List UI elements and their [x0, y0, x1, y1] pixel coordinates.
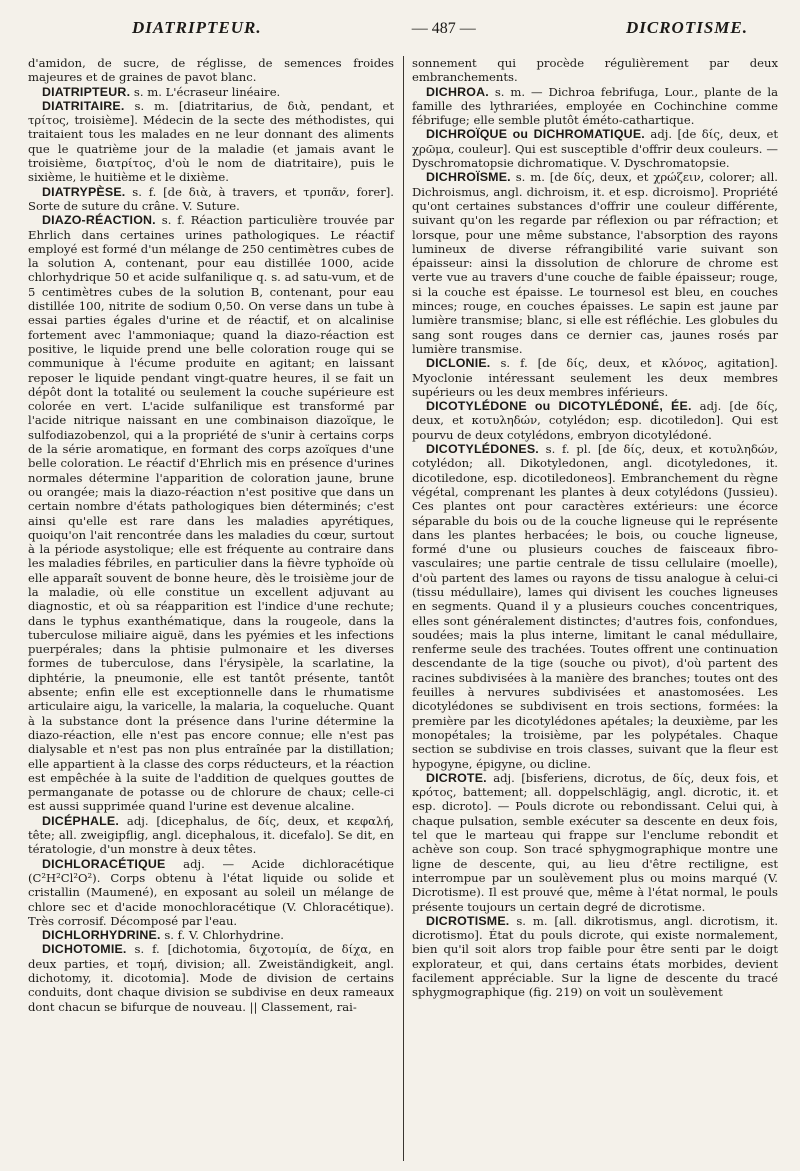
entry-headword: DICROTISME.: [426, 913, 510, 928]
dictionary-entry: [412, 85, 778, 128]
page-number: — 487 —: [411, 20, 476, 37]
entry-definition: s. m. [diatritarius, de διὰ, pendant, et τρίτος, troisième]. Médecin de la secte des méthodistes, qui traitaient tous les malades en ne leur donnant des aliments que le quatrième jour de la maladie (et jamais avant le troisième, διατρίτος, d'où le nom de diatritaire), puis le sixième, le huitième et le dixième.: [28, 98, 394, 185]
dictionary-entry: [28, 213, 394, 813]
entry-headword: DICHROÏQUE ou DICHROMATIQUE.: [426, 127, 645, 142]
entry-headword: DICHOTOMIE.: [42, 942, 127, 957]
entry-headword: DICROTE.: [426, 770, 487, 785]
entry-headword: DIATRYPÈSE.: [42, 184, 126, 199]
entry-headword: DICHROÏSME.: [426, 170, 511, 185]
dictionary-entry: [412, 399, 778, 442]
entry-headword: DICHLORHYDRINE.: [42, 928, 161, 943]
entry-headword: DICHLORACÉTIQUE: [42, 856, 166, 871]
dictionary-entry: [28, 814, 394, 857]
entry-definition: s. f. [dichotomia, διχοτομία, de δίχα, en deux parties, et τομή, division; all. Zweiständigkeit, angl. dichotomy, it. dicotomia]. Mode de division de certains conduits, dont chaque division se subdivise en deux rameaux dont chacun se bifurque de nouveau. || Classement, rai-: [28, 942, 394, 1014]
entry-headword: DICOTYLÉDONES.: [426, 442, 539, 457]
entry-definition: d'amidon, de sucre, de réglisse, de semences froides majeures et de graines de pavot blanc.: [28, 56, 394, 85]
header-left-word: DIATRIPTEUR.: [132, 18, 262, 37]
entry-definition: s. m. [de δίς, deux, et χρώζειν, colorer; all. Dichroismus, angl. dichroism, it. et esp. dicroismo]. Propriété qu'ont certaines substances d'offrir une couleur différente, suivant qu'on les regarde par réflexion ou par réfraction; et lorsque, pour une même substance, l'absorption des rayons lumineux de diverse réfrangibilité varie suivant son épaisseur: ainsi la dissolution de chlorure de chrome est verte vue au travers d'une couche de faible épaisseur; rouge, si la couche est épaisse. Le tournesol est bleu, en couches minces; rouge, en couches épaisses. Le sapin est jaune par lumière transmise; blanc, si elle est réfléchie. Les globules du sang sont rouges dans ce dernier cas, jaunes rosés par lumière transmise.: [412, 170, 778, 356]
entry-definition: s. m. — Dichroa febrifuga, Lour., plante de la famille des lythrariées, employée en Cochinchine comme fébrifuge; elle semble plutôt éméto-cathartique.: [412, 84, 778, 128]
entry-headword: DIATRIPTEUR.: [42, 84, 131, 99]
entry-definition: s. f. [de διὰ, à travers, et τρυπᾶν, forer]. Sorte de suture du crâne. V. Suture.: [28, 184, 394, 213]
entry-headword: DICLONIE.: [426, 356, 491, 371]
entry-definition: s. m. L'écraseur linéaire.: [130, 84, 281, 99]
entry-definition: adj. [bisferiens, dicrotus, de δίς, deux fois, et κρότος, battement; all. doppelschlägig, angl. dicrotic, it. et esp. dicroto]. — Pouls dicrote ou rebondissant. Celui qui, à chaque pulsation, semble exécuter sa descente en deux fois, tel que le marteau qui frappe sur l'enclume rebondit et achève son coup. Son tracé sphygmographique montre une ligne de descente, qui, au lieu d'être rectiligne, est interrompue par un soulèvement plus ou moins marqué (V. Dicrotisme). Il est prouvé que, même à l'état normal, le pouls présente toujours un certain degré de dicrotisme.: [412, 770, 778, 914]
dictionary-entry: [28, 942, 394, 1013]
dictionary-entry: [28, 928, 394, 942]
entry-headword: DICÉPHALE.: [42, 813, 120, 828]
entry-definition: s. m. [all. dikrotismus, angl. dicrotism, it. dicrotismo]. État du pouls dicrote, qui existe normalement, bien qu'il soit alors trop faible pour être senti par le doigt explorateur, et qui, dans certains états morbides, devient facilement appréciable. Sur la ligne de descente du tracé sphygmographique (fig. 219) on voit un soulèvement: [412, 913, 778, 1000]
entry-definition: adj. [de δίς, deux, et χρῶμα, couleur]. Qui est susceptible d'offrir deux couleurs. — Dyschromatopsie dichromatique. V. Dyschromatopsie.: [412, 127, 778, 171]
entry-definition: adj. — Acide dichloracétique (C²H²Cl²O²). Corps obtenu à l'état liquide ou solide et cristallin (Maumené), en exposant au soleil un mélange de chlore sec et d'acide monochloracétique (V. Chloracétique). Très corrosif. Décomposé par l'eau.: [28, 856, 394, 928]
dictionary-entry: [412, 442, 778, 771]
text-columns: [28, 56, 778, 1014]
running-header: [28, 18, 778, 48]
dictionary-entry: [28, 185, 394, 214]
right-column: [412, 56, 778, 1014]
dictionary-entry: [28, 99, 394, 185]
entry-definition: s. f. pl. [de δίς, deux, et κοτυληδών, cotylédon; all. Dikotyledonen, angl. dicotyledones, it. dicotiledone, esp. dicotiledoneos]. Embranchement du règne végétal, comprenant les plantes à deux cotylédons (Jussieu). Ces plantes ont pour caractères extérieurs: une écorce séparable du bois ou de la couche ligneuse qui le représente dans les plantes herbacées; le bois, ou couche ligneuse, formé d'une ou plusieurs couches de faisceaux fibro-vasculaires; une partie centrale de tissu cellulaire (moelle), d'où partent des lames ou rayons de tissu analogue à celui-ci (tissu médullaire), lames qui divisent les couches ligneuses en segments. Quand il y a plusieurs couches concentriques, elles sont généralement distinctes; d'autres fois, confondues, soudées; mais la plus interne, limitant le canal médullaire, renferme seule des trachées. Toutes offrent une continuation descendante de la tige (souche ou pivot), d'où partent des racines subdivisées à la manière des branches; toutes ont des feuilles à nervures subdivisées et anastomosées. Les dicotylédones se subdivisent en trois sections, formées: la première par les dicotylédones apétales; la deuxième, par les monopétales; la troisième, par les polypétales. Chaque section se subdivise en trois classes, suivant que la fleur est hypogyne, épigyne, ou dicline.: [412, 442, 778, 771]
column-divider: [403, 56, 404, 1161]
entry-headword: DICOTYLÉDONE ou DICOTYLÉDONÉ, ÉE.: [426, 399, 692, 414]
continued-entry: [412, 56, 778, 85]
dictionary-entry: [412, 170, 778, 356]
entry-definition: s. f. Réaction particulière trouvée par Ehrlich dans certaines urines pathologiques. Le réactif employé est formé d'un mélange de 250 centimètres cubes de la solution A, contenant, pour eau distillée 1000, acide chlorhydrique 50 et acide sulfanilique q. s. ad satu-vum, et de 5 centimètres cubes de la solution B, contenant, pour eau distillée 100, nitrite de sodium 0,50. On verse dans un tube à essai parties égales d'urine et de réactif, et on alcalinise fortement avec l'ammoniaque; quand la diazo-réaction est positive, le liquide prend une belle coloration rouge qui se communique à l'écume produite en agitant; en laissant reposer le liquide pendant vingt-quatre heures, il se fait un dépôt dont la totalité ou seulement la couche supérieure est colorée en vert. L'acide sulfanilique est transformé par l'acide nitrique naissant en une combinaison diazoïque, le sulfodiazobenzol, qui a la propriété de s'unir à certains corps de la série aromatique, en formant des corps azoïques d'une belle coloration. Le réactif d'Ehrlich mis en présence d'urines normales détermine l'apparition de coloration jaune, brune ou orangée; mais la diazo-réaction n'est positive que dans un certain nombre d'états pathologiques bien déterminés; c'est ainsi qu'elle est rare dans les maladies apyrétiques, quoiqu'on l'ait rencontrée dans les maladies du cœur, surtout à la période asystolique; elle est fréquente au contraire dans les maladies fébriles, en particulier dans la fièvre typhoïde où elle apparaît souvent de bonne heure, dès le troisième jour de la maladie, où elle constitue un excellent adjuvant au diagnostic, et où sa réapparition est l'indice d'une rechute; dans le typhus exanthématique, dans la rougeole, dans la tuberculose miliaire aiguë, dans les pyémies et les infections puerpérales; dans la phtisie pulmonaire et les diverses formes de tuberculose, dans l'érysipèle, la scarlatine, la diphtérie, la pneumonie, elle est tantôt présente, tantôt absente; enfin elle est exceptionnelle dans le rhumatisme articulaire aigu, la varicelle, la malaria, la coqueluche. Quant à la substance dont la présence dans l'urine détermine la diazo-réaction, elle n'est pas encore connue; elle n'est pas dialysable et n'est pas non plus entraînée par la distillation; elle appartient à la classe des corps réducteurs, et la réaction est empêchée à la suite de l'addition de quelques gouttes de permanganate de potasse ou de chlorure de chaux; celle-ci est aussi supprimée quand l'urine est devenue alcaline.: [28, 213, 394, 814]
entry-definition: adj. [de δίς, deux, et κοτυληδών, cotylédon; esp. dicotiledon]. Qui est pourvu de deux cotylédons, embryon dicotylédoné.: [412, 399, 778, 442]
left-column: [28, 56, 394, 1014]
entry-definition: adj. [dicephalus, de δίς, deux, et κεφαλή, tête; all. zweigipflig, angl. dicephalous, it. dicefalo]. Se dit, en tératologie, d'un monstre à deux têtes.: [28, 813, 394, 857]
entry-headword: DICHROA.: [426, 84, 489, 99]
dictionary-entry: [28, 85, 394, 99]
dictionary-entry: [412, 914, 778, 1000]
continued-entry: [28, 56, 394, 85]
entry-definition: s. f. [de δίς, deux, et κλόνος, agitation]. Myoclonie intéressant seulement les deux membres supérieurs ou les deux membres inférieurs.: [412, 356, 778, 399]
entry-headword: DIATRITAIRE.: [42, 98, 125, 113]
entry-definition: sonnement qui procède régulièrement par deux embranchements.: [412, 56, 778, 85]
entry-headword: DIAZO-RÉACTION.: [42, 213, 156, 228]
entry-definition: s. f. V. Chlorhydrine.: [160, 928, 284, 943]
dictionary-entry: [412, 127, 778, 170]
dictionary-entry: [412, 356, 778, 399]
header-right-word: DICROTISME.: [625, 18, 748, 37]
dictionary-entry: [28, 857, 394, 928]
dictionary-entry: [412, 771, 778, 914]
